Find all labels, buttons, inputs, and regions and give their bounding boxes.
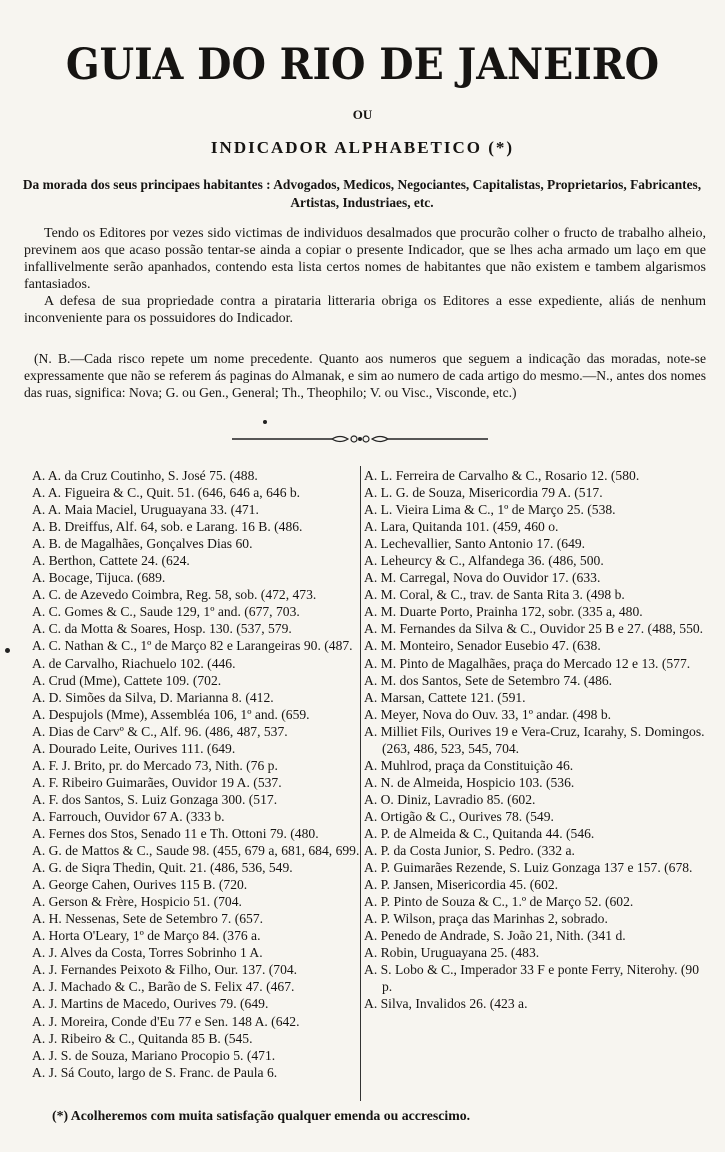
directory-entry: A. M. Duarte Porto, Prainha 172, sobr. (335 a, 480. [364,604,643,620]
directory-entry: A. Gerson & Frère, Hospicio 51. (704. [32,894,242,910]
directory-entry: A. Lara, Quitanda 101. (459, 460 o. [364,519,559,535]
directory-entry: A. F. dos Santos, S. Luiz Gonzaga 300. (517. [32,791,278,807]
directory-entry: A. C. da Motta & Soares, Hosp. 130. (537, 579. [32,621,292,637]
morada-description: Da morada dos seus principaes habitantes : Advogados, Medicos, Negociantes, Capitalistas, Proprietarios, Fabricantes, Artistas, Industriaes, etc. [22,177,702,210]
directory-entry: A. L. Vieira Lima & C., 1º de Março 25. (538. [364,502,616,518]
ornament-dot [263,420,267,424]
directory-entry: A. J. Ribeiro & C., Quitanda 85 B. (545. [32,1030,253,1046]
directory-entry: A. M. Carregal, Nova do Ouvidor 17. (633. [364,570,601,586]
directory-entry: A. C. Gomes & C., Saude 129, 1º and. (677, 703. [32,604,300,620]
directory-entry: A. Penedo de Andrade, S. João 21, Nith. (341 d. [364,928,626,944]
directory-entry: A. L. G. de Souza, Misericordia 79 A. (517. [364,485,603,501]
directory-entry: A. C. Nathan & C., 1º de Março 82 e Larangeiras 90. (487. [32,638,353,654]
directory-entry: A. J. Fernandes Peixoto & Filho, Our. 137. (704. [32,962,298,978]
directory-entry: A. Dourado Leite, Ourives 111. (649. [32,740,236,756]
subtitle: INDICADOR ALPHABETICO (*) [210,138,515,157]
directory-entry: A. P. de Almeida & C., Quitanda 44. (546. [364,825,595,841]
left-column [32,467,360,1081]
intro-paragraph: Tendo os Editores por vezes sido victimas de individuos desalmados que procurão colher o fructo de trabalho alheio, previnem aos que acaso possão tentar-se ainda a copiar o presente Indicador, que se lhes acha armado um laço em que infallivelmente serão apanhados, contendo esta lista certos nomes de habitantes que não existem e tambem algarismos fantasiados. [24,226,706,292]
directory-entry: A. P. da Costa Junior, S. Pedro. (332 a. [364,843,575,859]
directory-entry: A. Berthon, Cattete 24. (624. [32,553,190,569]
directory-entry: A. J. Machado & C., Barão de S. Felix 47. (467. [32,979,295,995]
directory-entry: A. J. S. de Souza, Mariano Procopio 5. (471. [32,1047,276,1063]
directory-entry: A. F. Ribeiro Guimarães, Ouvidor 19 A. (537. [32,774,282,790]
directory-entry: A. M. Coral, & C., trav. de Santa Rita 3. (498 b. [364,587,625,603]
nota-bene-text: (N. B.—Cada risco repete um nome precedente. Quanto aos numeros que seguem a indicação das moradas, note-se expressamente que não se referem ás paginas do Almanak, e sim ao numero de cada artigo do mesmo.—N., antes dos nomes das ruas, significa: Nova; G. ou Gen., General; Th., Theophilo; V. ou Visc., Visconde, etc.) [24,351,706,400]
directory-entry: A. A. Maia Maciel, Uruguayana 33. (471. [32,502,259,518]
directory-entry: A. M. dos Santos, Sete de Setembro 74. (486. [364,672,613,688]
directory-entry: A. de Carvalho, Riachuelo 102. (446. [32,655,236,671]
column-rule [360,466,361,1101]
directory-entry: A. M. Monteiro, Senador Eusebio 47. (638. [364,638,601,654]
directory-entry: A. S. Lobo & C., Imperador 33 F e ponte Ferry, Niterohy. (90 p. [364,962,700,995]
directory-entry: A. F. J. Brito, pr. do Mercado 73, Nith. (76 p. [32,757,278,773]
directory-entry: A. Crud (Mme), Cattete 109. (702. [32,672,222,688]
page-title: GUIA DO RIO DE JANEIRO [65,40,660,90]
directory-entry: A. D. Simões da Silva, D. Marianna 8. (412. [32,689,274,705]
right-column [364,467,710,1013]
directory-entry: A. Marsan, Cattete 121. (591. [364,689,526,705]
directory-entry: A. P. Wilson, praça das Marinhas 2, sobrado. [364,911,608,927]
nota-bene [24,350,706,401]
directory-entry: A. Horta O'Leary, 1º de Março 84. (376 a. [32,928,261,944]
directory-entry: A. G. de Siqra Thedin, Quit. 21. (486, 536, 549. [32,860,293,876]
directory-entry: A. P. Pinto de Souza & C., 1.º de Março 52. (602. [364,894,634,910]
directory-entry: A. Muhlrod, praça da Constituição 46. [364,757,574,773]
directory-entry: A. B. Dreiffus, Alf. 64, sob. e Larang. 16 B. (486. [32,519,303,535]
directory-entry: A. George Cahen, Ourives 115 B. (720. [32,877,248,893]
footnote: (*) Acolheremos com muita satisfação qualquer emenda ou accrescimo. [52,1108,471,1123]
directory-entry: A. Dias de Carvº & C., Alf. 96. (486, 487, 537. [32,723,288,739]
directory-entry: A. P. Guimarães Rezende, S. Luiz Gonzaga 137 e 157. (678. [364,860,693,876]
intro-text [24,225,706,327]
directory-entry: A. C. de Azevedo Coimbra, Reg. 58, sob. (472, 473. [32,587,317,603]
directory-entry: A. Milliet Fils, Ourives 19 e Vera-Cruz, Icarahy, S. Domingos. (263, 486, 523, 545, 704. [364,723,705,756]
directory-entry: A. Meyer, Nova do Ouv. 33, 1º andar. (498 b. [364,706,612,722]
directory-entry: A. J. Martins de Macedo, Ourives 79. (649. [32,996,269,1012]
directory-entry: A. H. Nessenas, Sete de Setembro 7. (657. [32,911,264,927]
directory-entry: A. A. Figueira & C., Quit. 51. (646, 646 a, 646 b. [32,485,301,501]
directory-entry: A. Fernes dos Stos, Senado 11 e Th. Ottoni 79. (480. [32,825,319,841]
directory-entry: A. Robin, Uruguayana 25. (483. [364,945,540,961]
directory-entry: A. N. de Almeida, Hospicio 103. (536. [364,774,575,790]
directory-entry: A. J. Alves da Costa, Torres Sobrinho 1 A. [32,945,263,961]
directory-entry: A. G. de Mattos & C., Saude 98. (455, 679 a, 681, 684, 699. [32,843,360,859]
directory-entry: A. Bocage, Tijuca. (689. [32,570,166,586]
directory-entry: A. Lechevallier, Santo Antonio 17. (649. [364,536,586,552]
directory-entry: A. M. Pinto de Magalhães, praça do Mercado 12 e 13. (577. [364,655,691,671]
directory-entry: A. J. Moreira, Conde d'Eu 77 e Sen. 148 A. (642. [32,1013,300,1029]
directory-entry: A. Ortigão & C., Ourives 78. (549. [364,808,554,824]
directory-entry: A. Leheurcy & C., Alfandega 36. (486, 500. [364,553,604,569]
directory-entry: A. L. Ferreira de Carvalho & C., Rosario 12. (580. [364,468,640,483]
intro-paragraph: A defesa de sua propriedade contra a pirataria litteraria obriga os Editores a esse expediente, aliás de nenhum inconveniente para os possuidores do Indicador. [24,294,706,326]
directory-entry: A. A. da Cruz Coutinho, S. José 75. (488. [32,468,258,483]
directory-entry: A. J. Sá Couto, largo de S. Franc. de Paula 6. [32,1064,278,1080]
directory-entry: A. Farrouch, Ouvidor 67 A. (333 b. [32,808,225,824]
directory-entry: A. Silva, Invalidos 26. (423 a. [364,996,528,1012]
title-conjunction: OU [352,107,373,122]
directory-entry: A. B. de Magalhães, Gonçalves Dias 60. [32,536,253,552]
directory-entry: A. M. Fernandes da Silva & C., Ouvidor 25 B e 27. (488, 550. [364,621,704,637]
ornamental-divider [232,432,488,446]
directory-entry: A. O. Diniz, Lavradio 85. (602. [364,791,536,807]
directory-entry: A. Despujols (Mme), Assembléa 106, 1º and. (659. [32,706,310,722]
directory-entry: A. P. Jansen, Misericordia 45. (602. [364,877,559,893]
margin-bullet [5,648,10,653]
